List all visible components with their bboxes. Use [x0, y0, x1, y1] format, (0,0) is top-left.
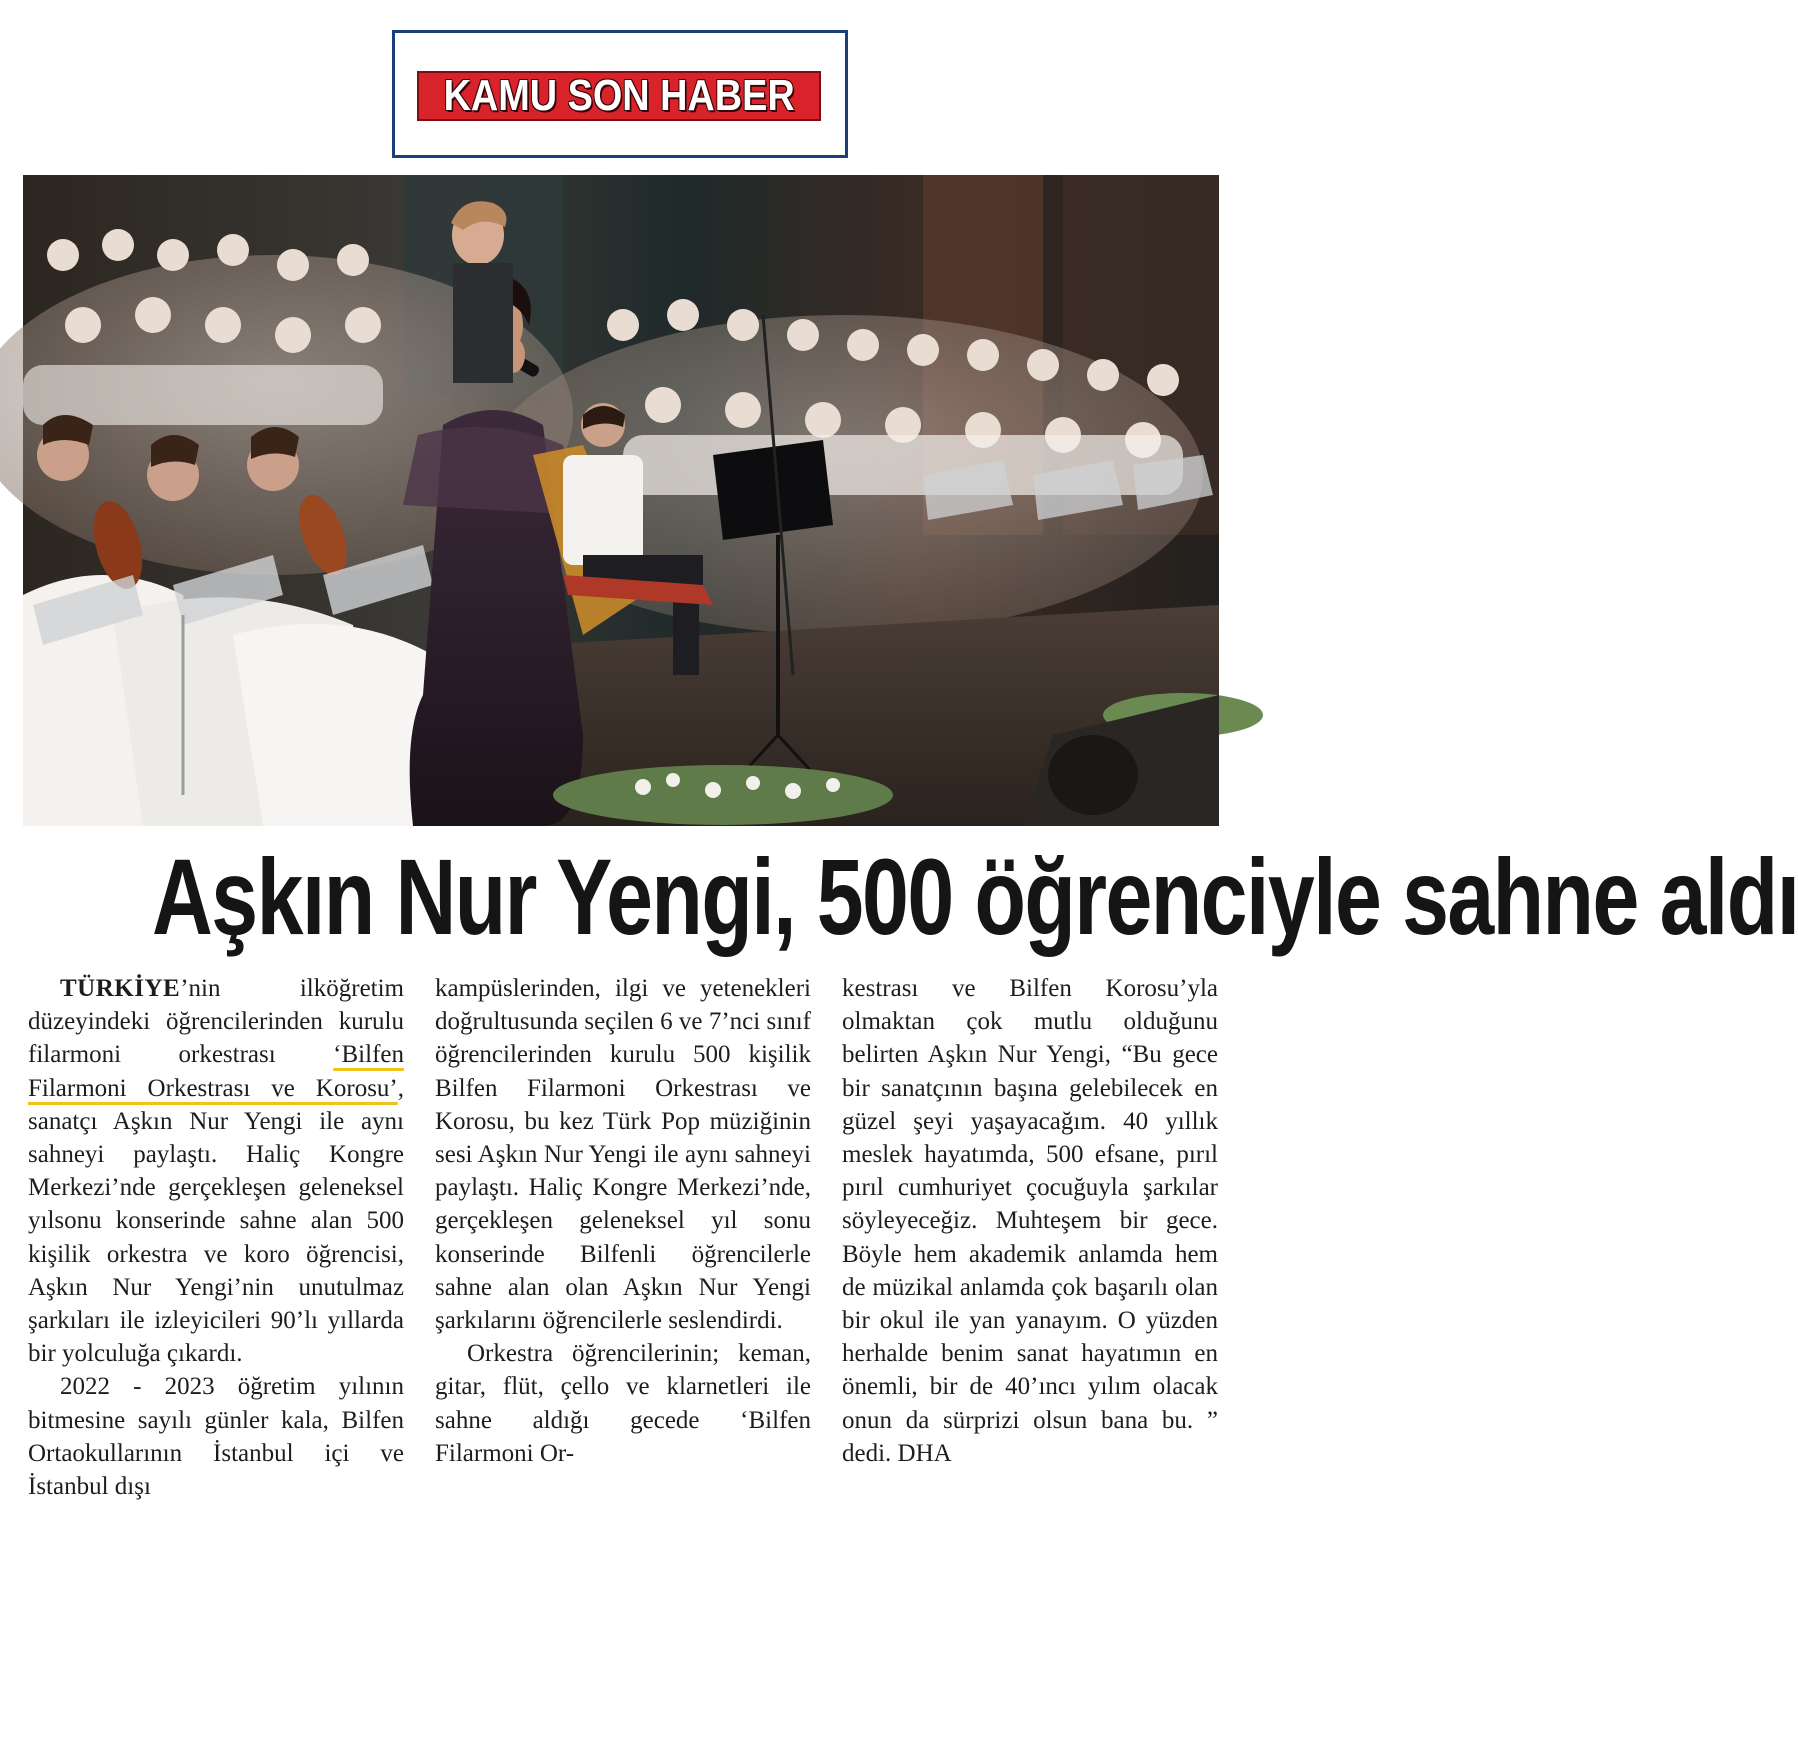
lead-word: TÜRKİYE: [60, 975, 181, 1002]
paragraph: [28, 972, 404, 1370]
article-column-2: [435, 972, 811, 1470]
text-span: ’nin ilköğretim düzeyindeki öğrencilerinden kurulu filarmoni orkestrası: [28, 975, 404, 1069]
concert-photo: [23, 175, 1219, 826]
paragraph: kestrası ve Bilfen Korosu’yla olmaktan çok mutlu olduğunu belirten Aşkın Nur Yengi, “Bu gece bir sanatçının başına gelebilecek en güzel şeyi yaşayacağım. 40 yıllık meslek hayatımda, 500 efsane, pırıl pırıl cumhuriyet çocuğuyla şarkılar söyleyeceğiz. Muhteşem bir gece. Böyle hem akademik anlamda hem de müzikal anlamda çok başarılı olan bir okul ile yan yanayım. O yüzden herhalde benim sanat hayatımın en önemli, bir de 40’ıncı yılım olacak onun da sürprizi olsun bana bu. ” dedi. DHA: [842, 975, 1218, 1467]
paragraph: kampüslerinden, ilgi ve yetenekleri doğrultusunda seçilen 6 ve 7’nci sınıf öğrencilerinden kurulu 500 kişilik Bilfen Filarmoni Orkestrası ve Korosu, bu kez Türk Pop müziğinin sesi Aşkın Nur Yengi ile aynı sahneyi paylaştı. Haliç Kongre Merkezi’nde, gerçekleşen geleneksel yıl sonu konserinde Bilfenli öğrencilerle sahne alan olan Aşkın Nur Yengi şarkılarını öğrencilerle seslendirdi.: [435, 975, 811, 1335]
article-headline: Aşkın Nur Yengi, 500 öğrenciyle sahne aldı: [152, 836, 1798, 957]
masthead-logo: [392, 30, 848, 158]
paragraph: Orkestra öğrencilerinin; keman, gitar, flüt, çello ve klarnetleri ile sahne aldığı gecede ‘Bilfen Filarmoni Or-: [435, 1340, 811, 1467]
article-column-3: [842, 972, 1218, 1470]
highlighted-quote: ‘Bilfen Filarmoni Orkestrası ve Korosu’: [28, 1041, 404, 1102]
paragraph: 2022 - 2023 öğretim yılının bitmesine sayılı günler kala, Bilfen Ortaokullarının İstanbul içi ve İstanbul dışı: [28, 1373, 404, 1501]
text-span: , sanatçı Aşkın Nur Yengi ile aynı sahneyi paylaştı. Haliç Kongre Merkezi’nde gerçekleşen geleneksel yılsonu konserinde sahne alan 500 kişilik orkestra ve koro öğrencisi, Aşkın Nur Yengi’nin unutulmaz şarkıları ile izleyicileri 90’lı yıllarda bir yolculuğa çıkardı.: [28, 1074, 404, 1368]
logo-banner: [417, 71, 821, 121]
article-column-1: [28, 972, 404, 1503]
logo-text: KAMU SON HABER: [443, 71, 795, 120]
